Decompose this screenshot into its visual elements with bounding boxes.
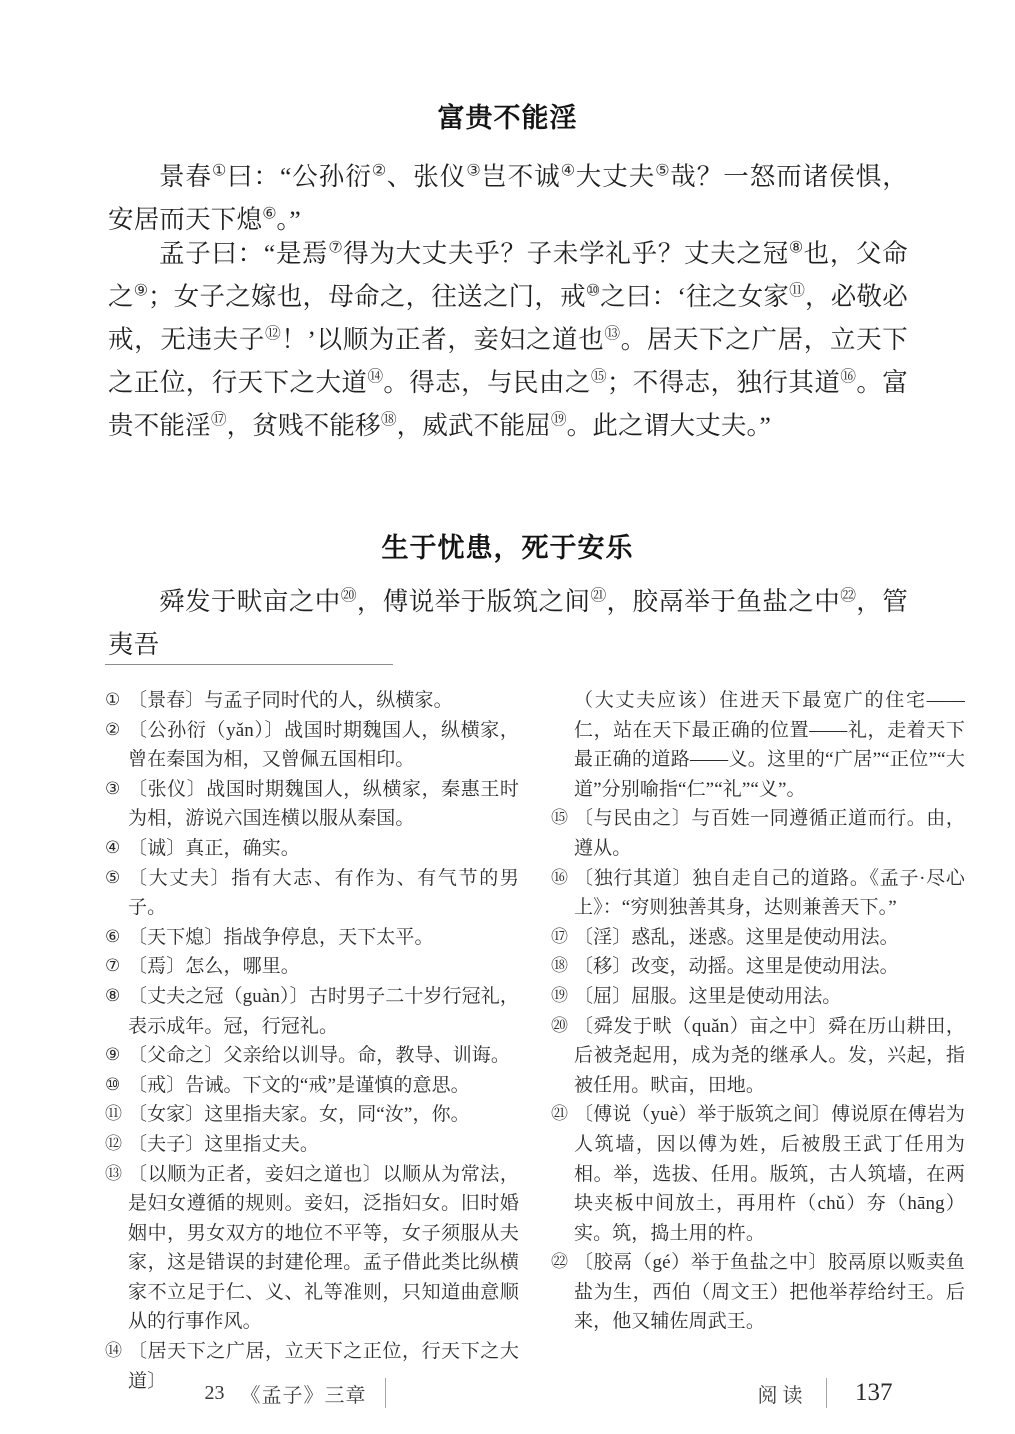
footnote-number: ⑥ [105, 926, 121, 947]
footnote-marker: ⑧ [788, 239, 804, 257]
footnote-marker: ⑫ [264, 325, 282, 343]
footnote-number: ⑰ [551, 926, 569, 947]
footnote-item [551, 952, 965, 982]
footnote-number: ⑧ [105, 985, 121, 1006]
footnote-text: 〔焉〕怎么，哪里。 [128, 956, 300, 978]
footnote-marker: ⑳ [340, 587, 357, 605]
lesson-title-secondary: 生于忧患，死于安乐 [381, 533, 634, 564]
footnote-number: ㉒ [551, 1252, 569, 1273]
footnote-item [551, 1248, 965, 1337]
footnote-text: 〔公孙衍（yǎn）〕战国时期魏国人，纵横家，曾在秦国为相，又曾佩五国相印。 [128, 719, 519, 771]
footnote-marker: ⑮ [590, 368, 607, 386]
footnote-item [551, 923, 965, 953]
footnote-item [105, 982, 519, 1041]
footnote-marker: ⑲ [550, 411, 567, 429]
footnote-number: ⑫ [105, 1133, 123, 1154]
footnote-marker: ⑬ [604, 325, 621, 343]
footnote-text: 〔屈〕屈服。这里是使动用法。 [574, 985, 842, 1007]
footnote-marker: ⑭ [367, 368, 384, 386]
footnote-marker: ㉑ [590, 587, 607, 605]
paragraph: 舜发于畎亩之中⑳，傅说举于版筑之间$^㉑$，胶鬲举于鱼盐之中$^㉒$，管夷吾 [108, 587, 908, 659]
footnote-separator-rule [105, 664, 393, 665]
footnote-text: 〔移〕改变，动摇。这里是使动用法。 [574, 956, 899, 978]
footnote-number: ② [105, 719, 121, 740]
footnote-item [105, 716, 519, 775]
footnote-column-right [551, 686, 965, 1333]
footnote-marker: ③ [466, 162, 482, 180]
footnote-item [105, 834, 519, 864]
footnote-item [105, 1071, 519, 1101]
footnote-marker: ⑱ [380, 411, 397, 429]
footnote-number: ⑤ [105, 867, 121, 888]
footnote-text: 〔居天下之广居，立天下之正位，行天下之大道〕 [128, 1341, 519, 1392]
footnote-text: 〔独行其道〕独自走自己的道路。《孟子·尽心上》：“穷则独善其身，达则兼善天下。” [574, 867, 965, 919]
paragraph: 景春①曰：“公孙衍②、张仪③岂不诚④大丈夫⑤哉？一怒而诸侯惧，安居而天下熄⑥。” [108, 162, 908, 234]
footnote-number: ⑭ [105, 1341, 123, 1362]
paragraph: 孟子曰：“是焉⑦得为大丈夫乎？子未学礼乎？丈夫之冠⑧也，父命之⑨；女子之嫁也，母命之，往送之门，戒⑩之曰：‘往之女家⑪，必敬必戒，无违夫子⑫！’以顺为正者，妾妇之道也⑬。居天下之广居，立天下之正位，行天下之大道⑭。得志，与民由之⑮；不得志，独行其道⑯。富贵不能淫⑰，贫贱不能移⑱，威武不能屈⑲。此之谓大丈夫。” [108, 239, 909, 440]
footnote-text: 〔淫〕惑乱，迷惑。这里是使动用法。 [574, 926, 899, 948]
footer-lesson-title: 《孟子》三章 [240, 1384, 367, 1407]
footnote-text: 〔诚〕真正，确实。 [128, 837, 300, 859]
footnote-item [105, 1041, 519, 1071]
footnote-marker: ④ [560, 162, 576, 180]
footnote-text: 〔女家〕这里指夫家。女，同“汝”，你。 [128, 1104, 470, 1126]
lesson-body-first [108, 155, 908, 243]
footnote-text: 〔丈夫之冠（guàn）〕古时男子二十岁行冠礼，表示成年。冠，行冠礼。 [128, 985, 519, 1037]
footnote-number: ⑦ [105, 956, 121, 977]
footnote-text: 〔大丈夫〕指有大志、有作为、有气节的男子。 [128, 867, 519, 919]
page-footer [0, 1378, 1015, 1408]
footnote-number: ⑱ [551, 956, 569, 977]
footnote-item [105, 923, 519, 953]
footnote-marker: ① [212, 162, 227, 180]
footnote-column-left [105, 686, 519, 1392]
footnote-number: ⑳ [551, 1015, 569, 1036]
footnote-marker: ⑯ [840, 368, 857, 386]
footnote-item [105, 775, 519, 834]
footnote-number: ③ [105, 778, 121, 799]
footnote-number: ⑲ [551, 985, 569, 1006]
footnote-marker: ⑰ [210, 411, 227, 429]
footnote-text: 〔舜发于畎（quǎn）亩之中〕舜在历山耕田，后被尧起用，成为尧的继承人。发，兴起，指被任用。畎亩，田地。 [574, 1015, 965, 1096]
footnote-text: 〔胶鬲（gé）举于鱼盐之中〕胶鬲原以贩卖鱼盐为生，西伯（周文王）把他举荐给纣王。后来，他又辅佐周武王。 [574, 1252, 965, 1333]
footnote-number: ① [105, 690, 121, 710]
footer-lesson-number: 23 [204, 1381, 225, 1404]
footnote-marker: ⑪ [789, 282, 806, 300]
footer-page-number: 137 [855, 1379, 893, 1406]
footnote-text: 〔以顺为正者，妾妇之道也〕以顺从为常法，是妇女遵循的规则。妾妇，泛指妇女。旧时婚姻中，男女双方的地位不平等，女子须服从夫家，这是错误的封建伦理。孟子借此类比纵横家不立足于仁、义、礼等准则，只知道曲意顺从的行事作风。 [128, 1163, 519, 1333]
footnote-marker: ㉒ [840, 587, 857, 605]
footnote-number: ⑩ [105, 1074, 121, 1095]
footnote-marker: ② [371, 162, 387, 180]
footnote-item [105, 1160, 519, 1338]
footnote-text: 〔张仪〕战国时期魏国人，纵横家，秦惠王时为相，游说六国连横以服从秦国。 [128, 778, 519, 830]
footer-divider-left [385, 1378, 386, 1408]
footnote-item [105, 952, 519, 982]
footnote-number: ㉑ [551, 1104, 569, 1125]
footnote-number: ⑪ [105, 1104, 123, 1125]
footnote-number: ⑬ [105, 1163, 123, 1184]
footnote-item [551, 1100, 965, 1248]
footnote-item [105, 1130, 519, 1160]
footnote-marker: ⑥ [262, 205, 277, 223]
footnote-text: 〔夫子〕这里指丈夫。 [128, 1133, 320, 1155]
footnote-item [551, 864, 965, 923]
footnote-text: （大丈夫应该）住进天下最宽广的住宅——仁，站在天下最正确的位置——礼，走着天下最正确的道路——义。这里的“广居”“正位”“大道”分别喻指“仁”“礼”“义”。 [574, 690, 965, 800]
footnote-item [551, 982, 965, 1012]
footnote-item [551, 1012, 965, 1101]
footnote-text: 〔景春〕与孟子同时代的人，纵横家。 [128, 690, 453, 711]
footnote-number: ④ [105, 837, 121, 858]
lesson-body-third [108, 580, 908, 668]
footnote-number: ⑮ [551, 808, 569, 829]
footnote-item [551, 686, 965, 804]
footnote-text: 〔傅说（yuè）举于版筑之间〕傅说原在傅岩为人筑墙，因以傅为姓，后被殷王武丁任用为相。举，选拔、任用。版筑，古人筑墙，在两块夹板中间放土，再用杵（chǔ）夯（hāng）实。筑，捣土用的杵。 [574, 1104, 965, 1244]
footnote-marker: ⑦ [328, 239, 344, 257]
footnote-text: 〔父命之〕父亲给以训导。命，教导、训诲。 [128, 1045, 511, 1067]
footnote-number: ⑨ [105, 1045, 121, 1066]
footnote-number: ⑯ [551, 867, 569, 888]
footnote-item [105, 1100, 519, 1130]
footnote-marker: ⑨ [133, 282, 148, 300]
footnotes-region [105, 686, 965, 1392]
footnote-marker: ⑤ [655, 162, 671, 180]
lesson-body-second [108, 232, 908, 449]
footnote-text: 〔天下熄〕指战争停息，天下太平。 [128, 926, 434, 948]
footnote-text: 〔戒〕告诫。下文的“戒”是谨慎的意思。 [128, 1074, 470, 1096]
footer-section-label: 阅读 [757, 1384, 808, 1407]
footer-divider-right [826, 1378, 827, 1408]
lesson-title-primary: 富贵不能淫 [437, 103, 578, 134]
footnote-item [105, 864, 519, 923]
footnote-item [105, 686, 519, 716]
footnote-marker: ⑩ [585, 282, 601, 300]
footnote-text: 〔与民由之〕与百姓一同遵循正道而行。由，遵从。 [574, 808, 965, 859]
footnote-item [551, 804, 965, 863]
